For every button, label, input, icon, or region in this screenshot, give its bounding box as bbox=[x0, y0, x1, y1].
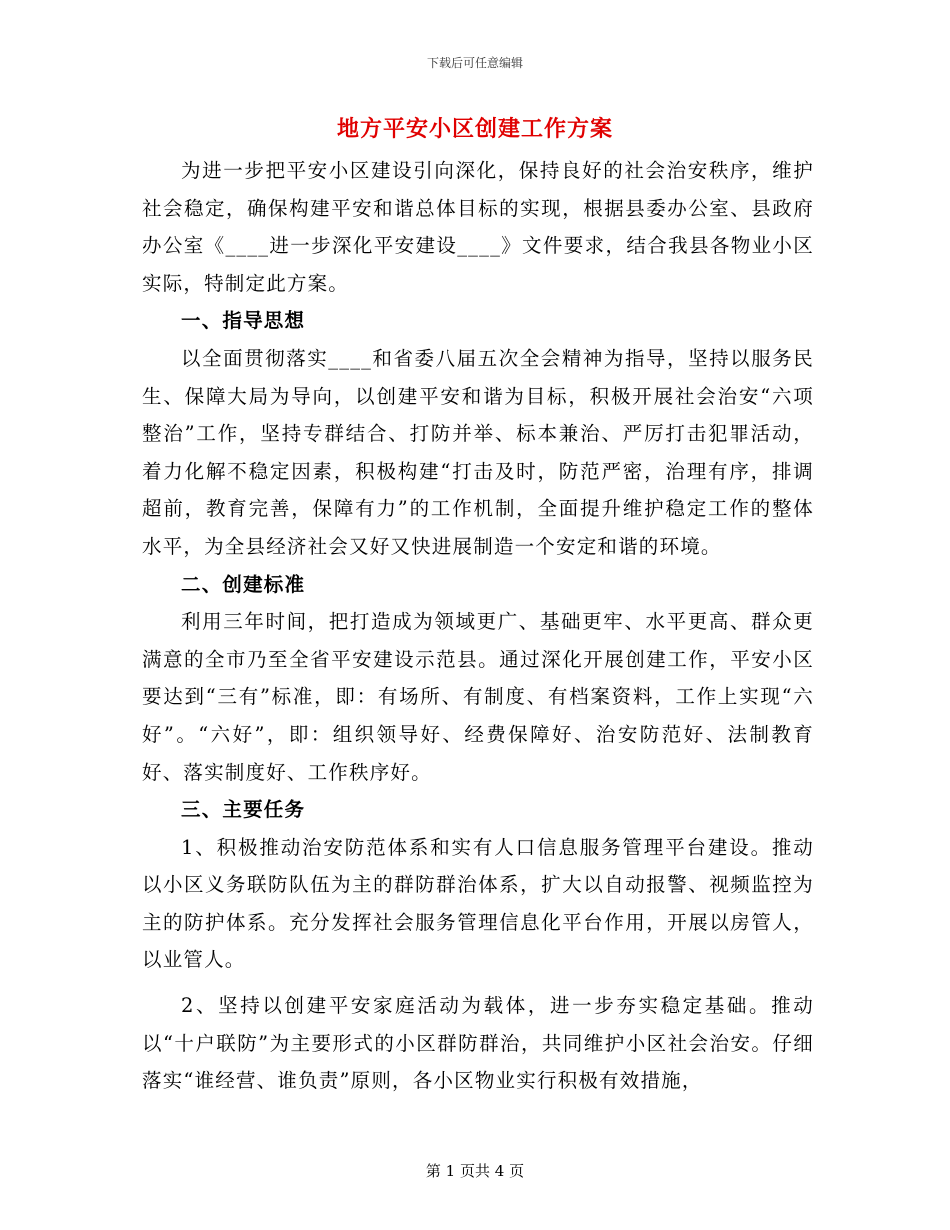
task-item-2: 2、坚持以创建平安家庭活动为载体，进一步夯实稳定基础。推动以“十户联防”为主要形式的小区群防群治，共同维护小区社会治安。仔细落实“谁经营、谁负责”原则，各小区物业实行积极有效措施， bbox=[142, 994, 814, 1093]
section-heading-main-tasks: 三、主要任务 bbox=[181, 798, 306, 822]
document-title: 地方平安小区创建工作方案 bbox=[336, 116, 613, 142]
task-item-1: 1、积极推动治安防范体系和实有人口信息服务管理平台建设。推动以小区义务联防队伍为主的群防群治体系，扩大以自动报警、视频监控为主的防护体系。充分发挥社会服务管理信息化平台作用，开展以房管人，以业管人。 bbox=[142, 835, 814, 972]
header-note: 下载后可任意编辑 bbox=[426, 56, 523, 70]
section-paragraph-standards: 利用三年时间，把打造成为领域更广、基础更牢、水平更高、群众更满意的全市乃至全省平安建设示范县。通过深化开展创建工作，平安小区要达到“三有”标准，即：有场所、有制度、有档案资料，工作上实现“六好”。“六好”，即：组织领导好、经费保障好、治安防范好、法制教育好、落实制度好、工作秩序好。 bbox=[142, 610, 814, 784]
page-number: 第 1 页共 4 页 bbox=[425, 1162, 525, 1180]
section-heading-guiding-thought: 一、指导思想 bbox=[181, 309, 306, 333]
section-paragraph-guiding-thought: 以全面贯彻落实____和省委八届五次全会精神为指导，坚持以服务民生、保障大局为导向，以创建平安和谐为目标，积极开展社会治安“六项整治”工作，坚持专群结合、打防并举、标本兼治、严厉打击犯罪活动，着力化解不稳定因素，积极构建“打击及时，防范严密，治理有序，排调超前，教育完善，保障有力”的工作机制，全面提升维护稳定工作的整体水平，为全县经济社会又好又快进展制造一个安定和谐的环境。 bbox=[142, 346, 814, 558]
intro-paragraph: 为进一步把平安小区建设引向深化，保持良好的社会治安秩序，维护社会稳定，确保构建平安和谐总体目标的实现，根据县委办公室、县政府办公室《____进一步深化平安建设____》文件要求，结合我县各物业小区实际，特制定此方案。 bbox=[142, 159, 814, 295]
section-heading-standards: 二、创建标准 bbox=[181, 572, 306, 596]
document-body bbox=[142, 152, 814, 1100]
